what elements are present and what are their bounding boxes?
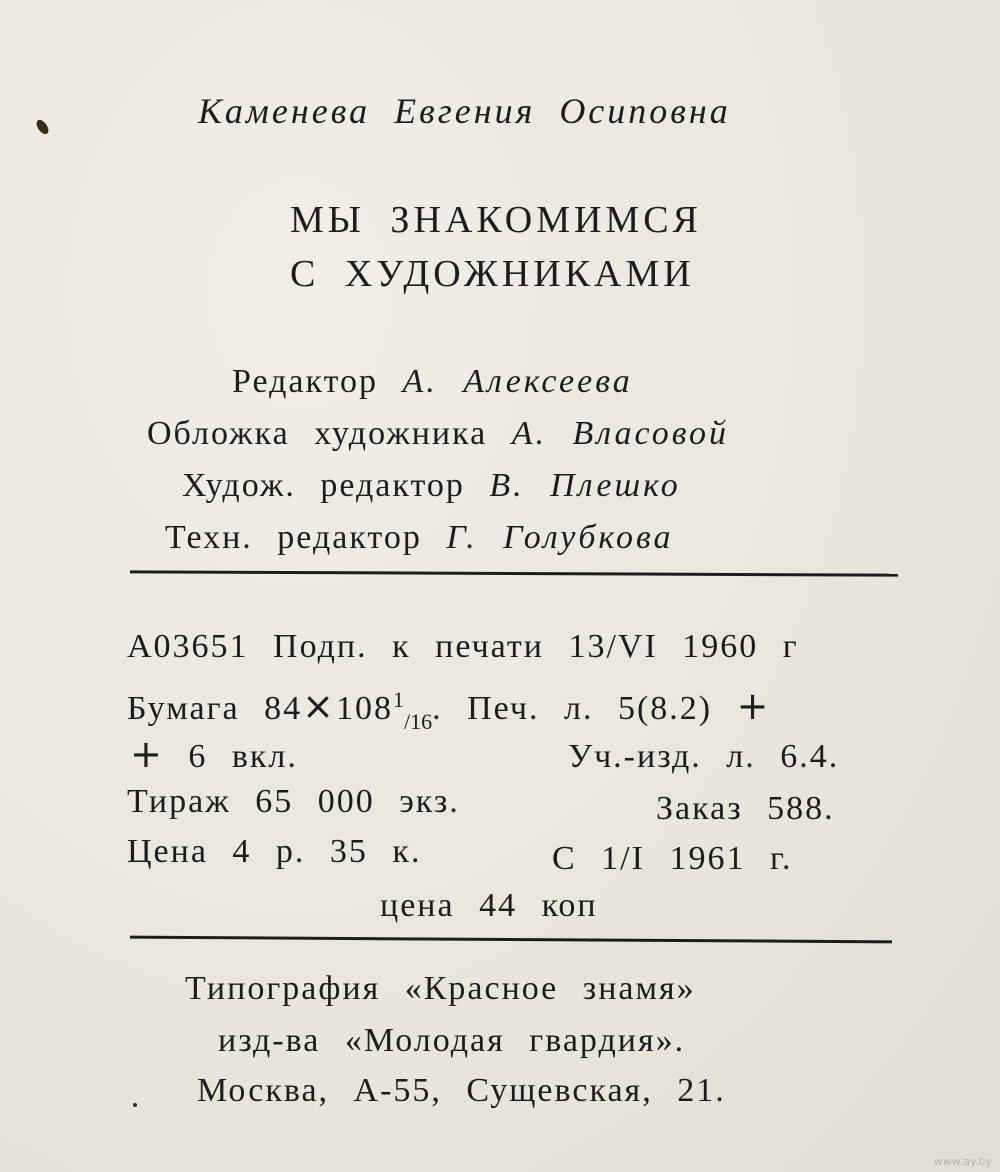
- imprint-inserts: [130, 732, 298, 776]
- paper-fraction-numerator: 1: [392, 687, 404, 712]
- credit-cover-artist: [147, 415, 729, 453]
- imprint-signed-line: А03651 Подп. к печати 13/VI 1960 г: [127, 628, 799, 665]
- credit-role: Редактор: [232, 363, 378, 400]
- paper-label: Бумага: [127, 690, 240, 727]
- credit-art-editor: [182, 467, 681, 505]
- book-title-line-2: С ХУДОЖНИКАМИ: [290, 253, 695, 295]
- imprint-order-number: Заказ 588.: [656, 790, 835, 827]
- printer-line-1: Типография «Красное знамя»: [185, 970, 696, 1007]
- credit-person: А. Алексеева: [402, 363, 633, 400]
- imprint-paper-line: [127, 684, 770, 735]
- printer-address: Москва, А-55, Сущевская, 21.: [197, 1072, 726, 1109]
- printer-line-2: изд-ва «Молодая гвардия».: [218, 1022, 686, 1059]
- credit-tech-editor: [165, 519, 674, 557]
- imprint-price-date: С 1/I 1961 г.: [552, 840, 793, 877]
- imprint-new-price: цена 44 коп: [380, 887, 598, 924]
- credit-role: Техн. редактор: [165, 519, 422, 556]
- credit-editor: [232, 363, 633, 401]
- credit-person: В. Плешко: [489, 467, 681, 504]
- paper-format: 84: [264, 690, 303, 727]
- ink-speck: [34, 118, 51, 136]
- sheets-text: . Печ. л. 5(8.2): [432, 690, 713, 727]
- credit-person: А. Власовой: [511, 415, 730, 452]
- imprint-uch-izd: Уч.-изд. л. 6.4.: [568, 738, 840, 775]
- plus-sign: +: [736, 684, 771, 728]
- book-title-line-1: МЫ ЗНАКОМИМСЯ: [290, 199, 702, 241]
- imprint-print-run: Тираж 65 000 экз.: [127, 783, 460, 820]
- watermark: www.ay.by: [933, 1155, 992, 1168]
- inserts-text: 6 вкл.: [188, 738, 298, 775]
- paper-size: 108: [335, 690, 393, 727]
- credit-person: Г. Голубкова: [446, 519, 674, 556]
- credit-role: Обложка художника: [147, 415, 488, 452]
- paper-cross: ×: [302, 684, 336, 728]
- ink-dot: [133, 1103, 137, 1107]
- plus-sign: +: [130, 732, 164, 776]
- divider-top: [130, 570, 898, 576]
- credit-role: Худож. редактор: [182, 467, 465, 504]
- divider-bottom: [130, 936, 892, 944]
- imprint-price: Цена 4 р. 35 к.: [127, 833, 422, 870]
- author-name: Каменева Евгения Осиповна: [198, 91, 731, 131]
- paper-fraction-denominator: /16: [403, 709, 433, 734]
